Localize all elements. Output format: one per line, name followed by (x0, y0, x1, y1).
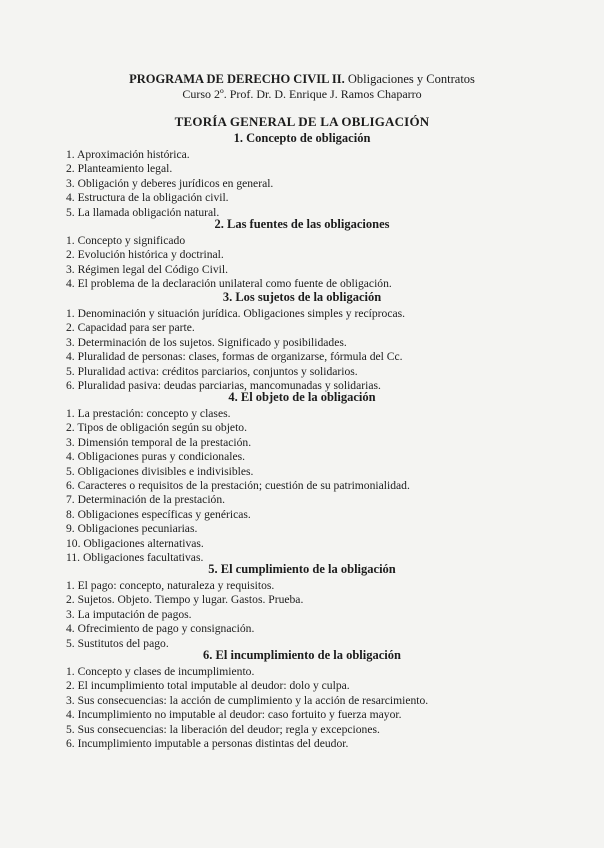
list-item: 5. Sustitutos del pago. (66, 636, 169, 650)
list-item: 4. Obligaciones puras y condicionales. (66, 450, 246, 464)
list-item: 1. La prestación: concepto y clases. (66, 407, 231, 420)
list-item: 1. Concepto y clases de incumplimiento. (66, 665, 255, 678)
list-item: 7. Determinación de la prestación. (66, 493, 226, 507)
list-item: 4. Incumplimiento no imputable al deudor: caso fortuito y fuerza mayor. (66, 708, 402, 722)
list-item: 3. Régimen legal del Código Civil. (66, 262, 228, 276)
list-item: 5. Sus consecuencias: la liberación del deudor; regla y excepciones. (66, 722, 380, 736)
list-item: 6. Incumplimiento imputable a personas distintas del deudor. (66, 737, 349, 750)
list-item: 3. Dimensión temporal de la prestación. (66, 435, 252, 449)
list-item: 5. La llamada obligación natural. (66, 205, 220, 219)
list-item: 1. Denominación y situación jurídica. Obligaciones simples y recíprocas. (66, 307, 406, 320)
program-title-main: PROGRAMA DE DERECHO CIVIL II. (129, 72, 345, 86)
list-item: 2. Sujetos. Objeto. Tiempo y lugar. Gastos. Prueba. (66, 593, 304, 607)
section-title: 5. El cumplimiento de la obligación (208, 562, 396, 576)
list-item: 3. La imputación de pagos. (66, 607, 192, 621)
section-title: 4. El objeto de la obligación (228, 390, 376, 404)
list-item: 2. Evolución histórica y doctrinal. (66, 248, 224, 262)
list-item: 11. Obligaciones facultativas. (66, 551, 204, 564)
list-item: 3. Sus consecuencias: la acción de cumplimiento y la acción de resarcimiento. (66, 693, 429, 707)
list-item: 8. Obligaciones específicas y genéricas. (66, 507, 251, 521)
list-item: 1. Aproximación histórica. (66, 148, 190, 161)
list-item: 4. Ofrecimiento de pago y consignación. (66, 622, 255, 636)
list-item: 6. Pluralidad pasiva: deudas parciarias, mancomunadas y solidarias. (66, 379, 381, 392)
list-item: 5. Pluralidad activa: créditos parciarios, conjuntos y solidarios. (66, 364, 358, 378)
list-item: 2. Tipos de obligación según su objeto. (66, 421, 247, 435)
list-item: 1. Concepto y significado (66, 234, 186, 247)
list-item: 1. El pago: concepto, naturaleza y requisitos. (66, 579, 275, 592)
list-item: 3. Obligación y deberes jurídicos en general. (66, 176, 274, 190)
list-item: 3. Determinación de los sujetos. Significado y posibilidades. (66, 335, 347, 349)
course-line: Curso 2º. Prof. Dr. D. Enrique J. Ramos Chaparro (182, 87, 422, 101)
list-item: 4. Pluralidad de personas: clases, formas de organizarse, fórmula del Cc. (66, 350, 403, 364)
list-item: 2. Planteamiento legal. (66, 162, 173, 176)
list-item: 2. Capacidad para ser parte. (66, 321, 195, 335)
list-item: 9. Obligaciones pecuniarias. (66, 522, 198, 536)
section-title: 2. Las fuentes de las obligaciones (214, 217, 390, 231)
list-item: 5. Obligaciones divisibles e indivisibles. (66, 464, 254, 478)
list-item: 6. Caracteres o requisitos de la prestación; cuestión de su patrimonialidad. (66, 479, 410, 492)
list-item: 2. El incumplimiento total imputable al deudor: dolo y culpa. (66, 679, 350, 693)
list-item: 4. Estructura de la obligación civil. (66, 191, 229, 205)
program-title (0, 72, 604, 87)
program-subtitle: Obligaciones y Contratos (347, 72, 475, 86)
section-title: 3. Los sujetos de la obligación (222, 290, 382, 304)
list-item: 10. Obligaciones alternativas. (66, 536, 204, 550)
list-item: 4. El problema de la declaración unilateral como fuente de obligación. (66, 277, 392, 291)
main-title: TEORÍA GENERAL DE LA OBLIGACIÓN (174, 114, 430, 129)
section-title: 6. El incumplimiento de la obligación (203, 648, 401, 662)
section-title: 1. Concepto de obligación (233, 131, 371, 145)
